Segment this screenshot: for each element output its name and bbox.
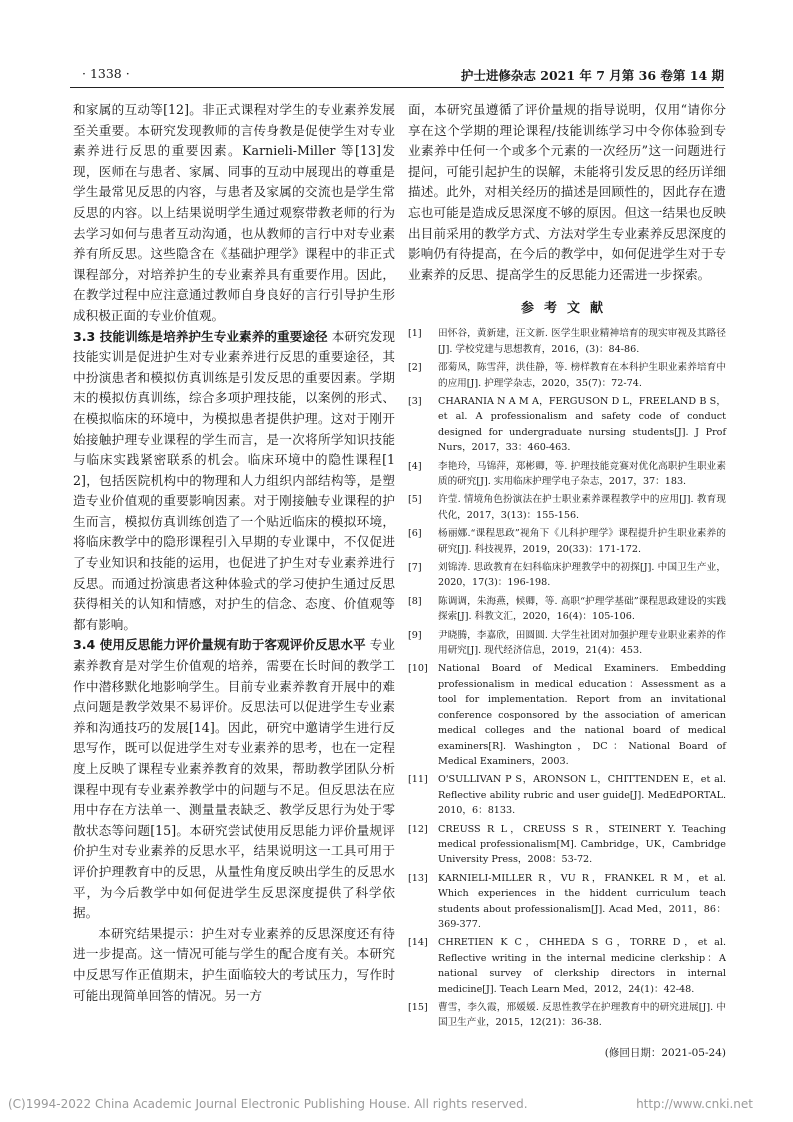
journal-title: 护士进修杂志 2021 年 7 月第 36 卷第 14 期 [460,68,724,83]
reference-text: National Board of Medical Examiners. Embedding professionalism in medical education：Assessment as a tool for implementation. Report from an invitational conference cosponsored by the association of american medical colleges and the national board of medical examiners[R]. Washington，DC：National Board of Medical Examiners，2003. [438,663,726,767]
reference-text: CHRETIEN K C，CHHEDA S G，TORRE D，et al. Reflective writing in the internal medicine clerkship：A national survey of clerkship directors in internal medicine[J]. Teach Learn Med，2012，24(1)：42-48. [438,937,726,995]
reference-item [408,772,726,818]
page-number: · 1338 · [82,66,130,81]
reference-text: 刘锦涛. 思政教育在妇科临床护理教学中的初探[J]. 中国卫生产业，2020，17(3)：196-198. [438,562,726,589]
reference-text: CREUSS R L，CREUSS S R，STEINERT Y. Teaching medical professionalism[M]. Cambridge，UK，Cambridge University Press，2008：53-72. [438,823,726,866]
reference-item [408,326,726,357]
reference-item [408,935,726,997]
reference-number: [2] [408,362,422,374]
paragraph [73,635,395,923]
reference-number: [5] [408,494,422,506]
paragraph-text: 和家属的互动等[12]。非正式课程对学生的专业素养发展至关重要。本研究发现教师的言传身教是促使学生对专业素养进行反思的重要因素。Karnieli-Miller 等[13]发现，医师在与患者、家属、同事的互动中展现出的尊重是学生最常见反思的内容，与患者及家属的交流也是学生常反思的内容。以上结果说明学生通过观察带教老师的行为去学习如何与患者互动沟通，也从教师的言行中对专业素养有所反思。这些隐含在《基础护理学》课程中的非正式课程部分，对培养护生的专业素养具有重要作用。因此，在教学过程中应注意通过教师自身良好的言行引导护生形成积极正面的专业价值观。 [73,102,395,323]
references-heading: 参考文献 [520,301,613,317]
reference-number: [12] [408,823,428,835]
paragraph-text: 本研究结果提示：护生对专业素养的反思深度还有待进一步提高。这一情况可能与学生的配合度有关。本研究中反思写作正值期末，护生面临较大的考试压力，写作时可能出现简单回答的情况。另一方 [73,925,395,1003]
reference-number: [9] [408,629,422,641]
paragraph [408,100,726,285]
reference-number: [15] [408,1002,428,1013]
reference-item [408,628,726,659]
copyright-notice: (C)1994-2022 China Academic Journal Electronic Publishing House. All rights reserved. [8,1097,528,1111]
reference-list [408,326,726,1030]
reference-number: [10] [408,663,428,675]
reference-item [408,394,726,456]
reference-item [408,459,726,490]
left-column [73,100,395,1006]
reference-item [408,360,726,391]
paragraph-text: 面，本研究虽遵循了评价量规的指导说明，仅用“请你分享在这个学期的理论课程/技能训练学习中令你体验到专业素养中任何一个或多个元素的一次经历”这一问题进行提问，可能引起护生的误解，未能将引发反思的经历详细描述。此外，对相关经历的描述是回顾性的，因此存在遗忘也可能是造成反思深度不够的原因。但这一结果也反映出目前采用的教学方式、方法对学生专业素养反思深度的影响仍有待提高，在今后的教学中，如何促进学生对于专业素养的反思、提高学生的反思能力还需进一步探索。 [408,102,726,282]
reference-number: [4] [408,460,422,472]
reference-number: [8] [408,595,422,607]
section-heading: 3.4 使用反思能力评价量规有助于客观评价反思水平 [73,637,366,653]
paragraph-text: 本研究发现技能实训是促进护生对专业素养进行反思的重要途径，其中扮演患者和模拟仿真训练是引发反思的重要因素。学期末的模拟仿真训练，综合多项护理技能，以案例的形式、在模拟临床的环境中，为模拟患者提供护理。这对于刚开始接触护理专业课程的学生而言，是一次将所学知识技能与临床实践紧密联系的机会。临床环境中的隐性课程[12]，包括医院机构中的物理和人力组织内部结构等，是塑造专业价值观的重要影响因素。对于刚接触专业课程的护生而言，模拟仿真训练创造了一个贴近临床的模拟环境，将临床教学中的隐形课程引入早期的专业课中，不仅促进了专业知识和技能的运用，也促进了护生对专业素养进行反思。而通过扮演患者这种体验式的学习使护生通过反思获得相关的认知和情感，对护生的信念、态度、价值观等都有影响。 [73,328,395,632]
reference-item [408,492,726,523]
reference-text: 邵菊凤，陈雪萍，洪佳静，等. 榜样教育在本科护生职业素养培育中的应用[J]. 护理学杂志，2020，35(7)：72-74. [438,362,726,389]
revision-date: (修回日期：2021-05-24) [604,1046,726,1059]
reference-item [408,1000,726,1031]
reference-number: [1] [408,328,422,340]
reference-text: 田怀谷，黄新建，汪文新. 医学生职业精神培育的现实审视及其路径[J]. 学校党建与思想教育，2016，(3)：84-86. [438,328,726,355]
reference-text: CHARANIA N A M A，FERGUSON D L，FREELAND B S，et al. A professionalism and safety code of conduct designed for undergraduate nursing students[J]. J Prof Nurs，2017，33：460-463. [438,395,726,454]
reference-text: 陈调调，朱海燕，候卿，等. 高职“护理学基础”课程思政建设的实践探索[J]. 科教文汇，2020，16(4)：105-106. [438,595,726,623]
reference-item [408,661,726,769]
reference-text: KARNIELI-MILLER R，VU R，FRANKEL R M，et al. Which experiences in the hiddent curriculum teach students about professionalism[J]. Acad Med，2011，86：369-377. [438,872,726,930]
page-header [70,66,724,88]
reference-number: [6] [408,528,422,540]
reference-item [408,560,726,591]
reference-number: [7] [408,562,422,574]
reference-item [408,594,726,625]
section-heading: 3.3 技能训练是培养护生专业素养的重要途径 [73,328,328,344]
reference-text: 尹晓腾，李嘉欣，田圆圆. 大学生社团对加强护理专业职业素养的作用研究[J]. 现代经济信息，2019，21(4)：453. [438,629,726,657]
paragraph [73,100,395,327]
reference-item [408,822,726,868]
reference-text: 曹雪，李久霞，邢媛媛. 反思性教学在护理教育中的研究进展[J]. 中国卫生产业，2015，12(21)：36-38. [438,1002,726,1029]
cnki-link[interactable]: http://www.cnki.net [636,1097,753,1111]
paragraph [73,924,395,1006]
reference-number: [14] [408,937,428,949]
reference-text: O'SULLIVAN P S，ARONSON L，CHITTENDEN E，et al. Reflective ability rubric and user guide[J]. MedEdPORTAL. 2010，6：8133. [438,774,726,817]
reference-text: 杨丽娜.“课程思政”视角下《儿科护理学》课程提升护生职业素养的研究[J]. 科技视界，2019，20(33)：171-172. [438,528,726,555]
reference-number: [13] [408,872,428,884]
paragraph-text: 专业素养教育是对学生价值观的培养，需要在长时间的教学工作中潜移默化地影响学生。目前专业素养教育开展中的难点问题是教学效果不易评价。反思法可以促进学生专业素养和沟通技巧的发展[14]。因此，研究中邀请学生进行反思写作，既可以促进学生对专业素养的思考，也在一定程度上反映了课程专业素养教育的效果，帮助教学团队分析课程中现有专业素养教学中的问题与不足。但反思法在应用中存在方法单一、测量量表缺乏、教学反思行为处于零散状态等问题[15]。本研究尝试使用反思能力评价量规评价护生对专业素养的反思水平，结果说明这一工具可用于评价护理教育中的反思，从量性角度反映出学生的反思水平，为今后教学中如何促进学生反思深度提供了科学依据。 [73,637,395,921]
reference-number: [11] [408,774,428,786]
reference-number: [3] [408,395,422,407]
reference-item [408,526,726,557]
reference-item [408,871,726,933]
right-column [408,100,726,1060]
paragraph [73,327,395,636]
reference-text: 李艳玲，马锦萍，郑彬卿，等. 护理技能竞赛对优化高职护生职业素质的研究[J]. 实用临床护理学电子杂志，2017，37：183. [438,460,726,487]
reference-text: 许莹. 情境角色扮演法在护士职业素养课程教学中的应用[J]. 教育现代化，2017，3(13)：155-156. [438,494,726,521]
